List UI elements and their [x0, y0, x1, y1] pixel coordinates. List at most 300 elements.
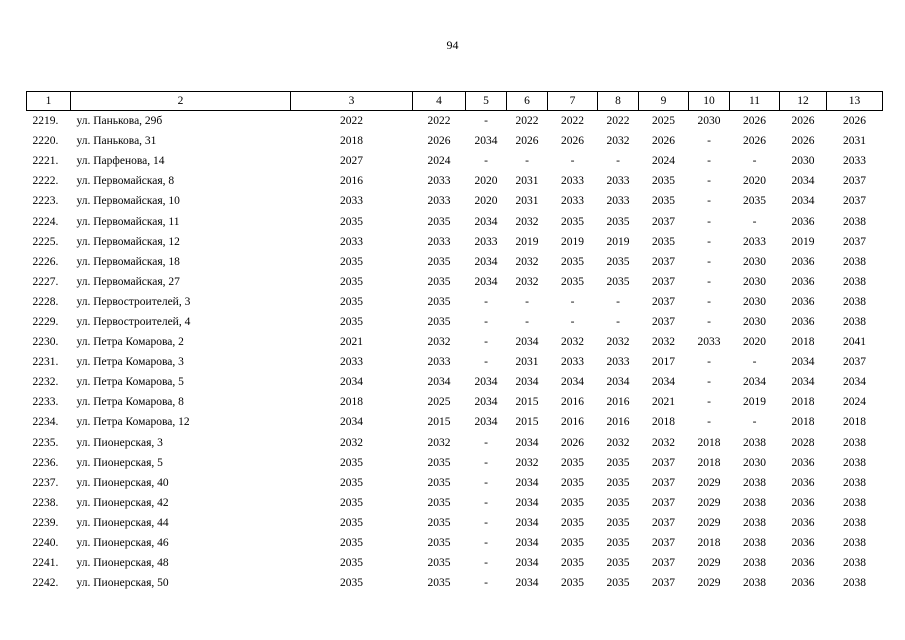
cell-col-5: 2034 — [474, 255, 498, 268]
cell-col-3: 2035 — [340, 255, 363, 268]
cell-col-13: 2038 — [843, 476, 866, 489]
cell-row-number: 2229. — [32, 315, 59, 328]
cell-col-9: 2037 — [652, 456, 675, 469]
cell-col-6: 2031 — [515, 195, 539, 208]
cell-col-7: 2032 — [561, 336, 584, 349]
cell-col-8: 2033 — [606, 356, 630, 369]
column-header-4: 4 — [413, 92, 466, 111]
cell-col-10: 2029 — [697, 496, 721, 509]
cell-col-12: 2036 — [791, 496, 815, 509]
cell-col-4: 2033 — [427, 356, 451, 369]
cell-col-9: 2037 — [652, 275, 675, 288]
cell-col-4: 2035 — [427, 215, 451, 228]
cell-col-12: 2036 — [791, 557, 815, 570]
cell-col-7: 2033 — [561, 356, 584, 369]
cell-col-5: 2034 — [474, 376, 498, 389]
cell-address: ул. Петра Комарова, 3 — [76, 356, 184, 369]
column-header-5: 5 — [466, 92, 507, 111]
cell-col-3: 2034 — [340, 416, 363, 429]
cell-col-10: - — [707, 215, 711, 228]
cell-col-6: 2031 — [515, 175, 539, 188]
cell-col-4: 2035 — [427, 476, 451, 489]
cell-col-13: 2041 — [843, 336, 866, 349]
cell-row-number: 2227. — [32, 275, 59, 288]
column-header-8: 8 — [598, 92, 639, 111]
cell-col-13: 2038 — [843, 496, 866, 509]
cell-col-8: 2035 — [606, 255, 630, 268]
cell-col-12: 2028 — [791, 436, 815, 449]
cell-col-9: 2037 — [652, 537, 675, 550]
cell-address: ул. Панькова, 31 — [76, 135, 157, 148]
cell-col-5: 2033 — [474, 235, 498, 248]
cell-col-9: 2037 — [652, 577, 675, 590]
cell-col-6: 2034 — [515, 476, 539, 489]
column-header-10: 10 — [689, 92, 730, 111]
cell-col-12: 2018 — [791, 336, 815, 349]
cell-row-number: 2240. — [32, 537, 59, 550]
cell-col-8: 2034 — [606, 376, 630, 389]
cell-address: ул. Петра Комарова, 8 — [76, 396, 184, 409]
page-number: 94 — [446, 38, 459, 52]
cell-col-8: 2032 — [606, 336, 630, 349]
cell-col-11: 2038 — [743, 557, 766, 570]
cell-col-12: 2036 — [791, 315, 815, 328]
cell-col-8: 2019 — [606, 235, 630, 248]
cell-col-4: 2022 — [427, 115, 451, 128]
cell-col-13: 2038 — [843, 275, 866, 288]
cell-col-8: - — [616, 295, 620, 308]
cell-address: ул. Первомайская, 12 — [76, 235, 180, 248]
table-row — [27, 352, 883, 372]
cell-col-5: 2034 — [474, 215, 498, 228]
cell-col-5: - — [484, 356, 488, 369]
cell-col-10: - — [707, 396, 711, 409]
cell-row-number: 2226. — [32, 255, 59, 268]
cell-col-11: 2034 — [743, 376, 766, 389]
cell-row-number: 2223. — [32, 195, 59, 208]
cell-col-12: 2034 — [791, 356, 815, 369]
table-row — [27, 171, 883, 191]
cell-col-5: 2034 — [474, 275, 498, 288]
cell-col-6: 2034 — [515, 537, 539, 550]
cell-col-12: 2026 — [791, 115, 815, 128]
cell-col-3: 2035 — [340, 577, 363, 590]
cell-col-7: 2022 — [561, 115, 584, 128]
cell-row-number: 2221. — [32, 155, 59, 168]
cell-col-3: 2035 — [340, 537, 363, 550]
cell-col-5: - — [484, 315, 488, 328]
cell-col-9: 2026 — [652, 135, 675, 148]
cell-col-3: 2033 — [340, 235, 363, 248]
cell-col-11: 2020 — [743, 336, 766, 349]
table-row — [27, 252, 883, 272]
cell-col-7: 2035 — [561, 496, 584, 509]
cell-col-13: 2038 — [843, 436, 866, 449]
cell-col-3: 2035 — [340, 496, 363, 509]
cell-col-12: 2034 — [791, 175, 815, 188]
cell-address: ул. Петра Комарова, 12 — [76, 416, 190, 429]
cell-col-5: - — [484, 336, 488, 349]
cell-col-13: 2037 — [843, 356, 866, 369]
cell-col-11: 2038 — [743, 476, 766, 489]
column-header-9: 9 — [639, 92, 689, 111]
data-table — [26, 91, 883, 593]
cell-col-7: 2035 — [561, 275, 584, 288]
cell-col-4: 2035 — [427, 557, 451, 570]
table-row — [27, 232, 883, 252]
cell-col-5: - — [484, 456, 488, 469]
cell-col-12: 2026 — [791, 135, 815, 148]
column-header-13: 13 — [827, 92, 883, 111]
cell-col-10: 2033 — [697, 336, 721, 349]
cell-col-5: - — [484, 115, 488, 128]
cell-col-9: 2035 — [652, 235, 675, 248]
cell-address: ул. Первостроителей, 4 — [76, 315, 191, 328]
cell-col-6: 2034 — [515, 496, 539, 509]
cell-col-9: 2032 — [652, 436, 675, 449]
cell-row-number: 2224. — [32, 215, 59, 228]
cell-col-13: 2037 — [843, 175, 866, 188]
cell-col-5: - — [484, 436, 488, 449]
cell-col-8: - — [616, 315, 620, 328]
cell-col-11: 2030 — [743, 295, 766, 308]
cell-address: ул. Первостроителей, 3 — [76, 295, 191, 308]
cell-col-8: 2016 — [606, 416, 630, 429]
cell-row-number: 2230. — [32, 336, 59, 349]
cell-col-6: 2032 — [515, 215, 539, 228]
cell-address: ул. Пионерская, 46 — [76, 537, 169, 550]
cell-col-7: 2026 — [561, 436, 584, 449]
cell-col-4: 2032 — [427, 436, 451, 449]
cell-row-number: 2236. — [32, 456, 59, 469]
cell-col-5: 2034 — [474, 416, 498, 429]
cell-col-10: 2029 — [697, 557, 721, 570]
cell-col-4: 2035 — [427, 537, 451, 550]
cell-col-6: 2015 — [515, 416, 539, 429]
cell-col-10: - — [707, 235, 711, 248]
cell-col-3: 2022 — [340, 115, 363, 128]
cell-col-13: 2024 — [843, 396, 866, 409]
cell-col-8: - — [616, 155, 620, 168]
table-row — [27, 433, 883, 453]
cell-col-9: 2037 — [652, 476, 675, 489]
cell-col-10: - — [707, 275, 711, 288]
cell-col-6: 2032 — [515, 275, 539, 288]
cell-col-5: - — [484, 516, 488, 529]
cell-col-6: 2034 — [515, 516, 539, 529]
cell-col-3: 2027 — [340, 155, 363, 168]
cell-col-12: 2030 — [791, 155, 815, 168]
cell-col-7: 2035 — [561, 537, 584, 550]
cell-col-4: 2035 — [427, 295, 451, 308]
cell-col-9: 2037 — [652, 315, 675, 328]
cell-col-6: 2019 — [515, 235, 539, 248]
cell-col-5: - — [484, 155, 488, 168]
cell-col-13: 2038 — [843, 537, 866, 550]
cell-col-11: 2030 — [743, 275, 766, 288]
cell-col-12: 2036 — [791, 537, 815, 550]
cell-col-9: 2037 — [652, 215, 675, 228]
cell-col-13: 2031 — [843, 135, 866, 148]
cell-col-4: 2025 — [427, 396, 451, 409]
column-header-1: 1 — [27, 92, 71, 111]
cell-address: ул. Пионерская, 3 — [76, 436, 163, 449]
cell-address: ул. Пионерская, 44 — [76, 516, 169, 529]
cell-row-number: 2225. — [32, 235, 59, 248]
cell-col-11: 2038 — [743, 537, 766, 550]
cell-address: ул. Петра Комарова, 2 — [76, 336, 184, 349]
cell-col-11: 2038 — [743, 436, 766, 449]
cell-col-12: 2019 — [791, 235, 815, 248]
cell-row-number: 2222. — [32, 175, 59, 188]
cell-col-8: 2032 — [606, 436, 630, 449]
cell-col-13: 2038 — [843, 255, 866, 268]
cell-col-6: 2034 — [515, 376, 539, 389]
cell-col-8: 2035 — [606, 476, 630, 489]
table-row — [27, 372, 883, 392]
cell-col-4: 2035 — [427, 315, 451, 328]
cell-col-4: 2035 — [427, 516, 451, 529]
cell-col-7: - — [570, 295, 575, 308]
cell-address: ул. Первомайская, 10 — [76, 195, 180, 208]
cell-col-8: 2035 — [606, 215, 630, 228]
cell-col-13: 2037 — [843, 195, 866, 208]
table-row — [27, 553, 883, 573]
cell-row-number: 2235. — [32, 436, 59, 449]
cell-col-10: 2030 — [697, 115, 721, 128]
column-header-7: 7 — [548, 92, 598, 111]
table-row — [27, 573, 883, 593]
cell-col-6: 2015 — [515, 396, 539, 409]
cell-col-12: 2034 — [791, 195, 815, 208]
cell-col-13: 2038 — [843, 315, 866, 328]
cell-address: ул. Пионерская, 40 — [76, 476, 169, 489]
cell-row-number: 2231. — [32, 356, 59, 369]
cell-col-10: - — [707, 315, 711, 328]
cell-col-10: - — [707, 356, 711, 369]
cell-col-13: 2034 — [843, 376, 866, 389]
cell-address: ул. Парфенова, 14 — [76, 155, 165, 168]
cell-col-10: - — [707, 195, 711, 208]
cell-col-3: 2035 — [340, 275, 363, 288]
cell-col-4: 2035 — [427, 456, 451, 469]
cell-col-5: - — [484, 295, 488, 308]
cell-col-6: - — [525, 155, 529, 168]
cell-col-9: 2037 — [652, 255, 675, 268]
cell-col-11: 2038 — [743, 496, 766, 509]
cell-col-12: 2018 — [791, 416, 815, 429]
table-row — [27, 412, 883, 432]
cell-col-6: 2032 — [515, 255, 539, 268]
cell-col-8: 2033 — [606, 175, 630, 188]
cell-col-13: 2038 — [843, 577, 866, 590]
cell-col-7: 2035 — [561, 215, 584, 228]
cell-col-9: 2025 — [652, 115, 675, 128]
cell-col-3: 2021 — [340, 336, 363, 349]
cell-col-3: 2035 — [340, 215, 363, 228]
cell-col-5: 2020 — [474, 175, 498, 188]
table-body — [27, 111, 883, 594]
cell-col-12: 2036 — [791, 275, 815, 288]
cell-col-13: 2038 — [843, 557, 866, 570]
cell-col-3: 2034 — [340, 376, 363, 389]
cell-col-4: 2024 — [427, 155, 451, 168]
cell-col-12: 2036 — [791, 516, 815, 529]
cell-col-7: 2016 — [561, 416, 584, 429]
cell-address: ул. Петра Комарова, 5 — [76, 376, 184, 389]
cell-row-number: 2220. — [32, 135, 59, 148]
cell-col-3: 2033 — [340, 356, 363, 369]
cell-col-4: 2034 — [427, 376, 451, 389]
cell-row-number: 2228. — [32, 295, 59, 308]
cell-col-11: 2019 — [743, 396, 766, 409]
cell-address: ул. Пионерская, 5 — [76, 456, 163, 469]
cell-col-13: 2037 — [843, 235, 866, 248]
cell-col-7: 2033 — [561, 175, 584, 188]
cell-col-5: 2034 — [474, 135, 498, 148]
table-row — [27, 453, 883, 473]
cell-col-10: - — [707, 155, 711, 168]
cell-col-8: 2035 — [606, 275, 630, 288]
table-row — [27, 332, 883, 352]
table-row — [27, 191, 883, 211]
table-row — [27, 513, 883, 533]
cell-col-3: 2032 — [340, 436, 363, 449]
cell-col-6: 2022 — [515, 115, 539, 128]
cell-col-3: 2035 — [340, 295, 363, 308]
cell-col-3: 2035 — [340, 516, 363, 529]
cell-col-13: 2026 — [843, 115, 866, 128]
column-header-6: 6 — [507, 92, 548, 111]
table-header — [27, 92, 883, 111]
cell-col-7: 2035 — [561, 516, 584, 529]
cell-col-8: 2035 — [606, 456, 630, 469]
cell-col-4: 2015 — [427, 416, 451, 429]
cell-row-number: 2219. — [32, 115, 59, 128]
cell-col-5: 2034 — [474, 396, 498, 409]
cell-col-9: 2017 — [652, 356, 675, 369]
cell-col-5: 2020 — [474, 195, 498, 208]
cell-row-number: 2237. — [32, 476, 59, 489]
column-header-12: 12 — [780, 92, 827, 111]
cell-col-3: 2033 — [340, 195, 363, 208]
cell-col-4: 2033 — [427, 195, 451, 208]
cell-col-10: - — [707, 135, 711, 148]
cell-col-9: 2035 — [652, 195, 675, 208]
cell-col-5: - — [484, 496, 488, 509]
cell-col-12: 2036 — [791, 255, 815, 268]
header-row — [27, 92, 883, 111]
column-header-3: 3 — [291, 92, 413, 111]
cell-col-8: 2016 — [606, 396, 630, 409]
cell-col-10: 2018 — [697, 436, 721, 449]
cell-col-10: - — [707, 255, 711, 268]
cell-col-3: 2016 — [340, 175, 363, 188]
cell-col-7: 2035 — [561, 456, 584, 469]
cell-col-7: 2035 — [561, 255, 584, 268]
cell-col-10: - — [707, 295, 711, 308]
cell-col-9: 2034 — [652, 376, 675, 389]
cell-col-7: - — [570, 155, 575, 168]
cell-col-7: 2035 — [561, 476, 584, 489]
cell-col-3: 2035 — [340, 315, 363, 328]
cell-col-11: 2038 — [743, 577, 766, 590]
cell-col-10: - — [707, 416, 711, 429]
cell-col-9: 2035 — [652, 175, 675, 188]
cell-address: ул. Первомайская, 27 — [76, 275, 180, 288]
cell-address: ул. Первомайская, 8 — [76, 175, 175, 188]
cell-address: ул. Панькова, 29б — [76, 115, 163, 128]
cell-col-6: 2034 — [515, 577, 539, 590]
cell-col-5: - — [484, 577, 488, 590]
cell-col-9: 2037 — [652, 516, 675, 529]
cell-col-7: 2034 — [561, 376, 584, 389]
cell-col-9: 2021 — [652, 396, 675, 409]
cell-address: ул. Пионерская, 42 — [76, 496, 169, 509]
column-header-2: 2 — [71, 92, 291, 111]
cell-col-4: 2032 — [427, 336, 451, 349]
cell-col-11: 2038 — [743, 516, 766, 529]
cell-col-11: 2033 — [743, 235, 766, 248]
cell-col-12: 2036 — [791, 456, 815, 469]
cell-col-13: 2038 — [843, 295, 866, 308]
cell-col-8: 2035 — [606, 577, 630, 590]
table-row — [27, 493, 883, 513]
cell-col-12: 2036 — [791, 476, 815, 489]
cell-col-6: 2034 — [515, 436, 539, 449]
cell-col-9: 2018 — [652, 416, 675, 429]
cell-row-number: 2241. — [32, 557, 59, 570]
table-row — [27, 211, 883, 231]
cell-col-11: - — [752, 416, 757, 429]
table-row — [27, 533, 883, 553]
cell-col-11: 2026 — [743, 135, 766, 148]
cell-col-11: 2026 — [743, 115, 766, 128]
cell-col-6: 2031 — [515, 356, 539, 369]
cell-col-7: 2035 — [561, 577, 584, 590]
cell-col-13: 2038 — [843, 456, 866, 469]
cell-col-9: 2032 — [652, 336, 675, 349]
cell-col-10: 2018 — [697, 456, 721, 469]
cell-col-6: 2034 — [515, 557, 539, 570]
cell-col-7: 2016 — [561, 396, 584, 409]
cell-col-4: 2035 — [427, 577, 451, 590]
cell-col-11: - — [752, 215, 757, 228]
cell-col-11: 2020 — [743, 175, 766, 188]
table-row — [27, 392, 883, 412]
cell-row-number: 2242. — [32, 577, 59, 590]
cell-col-8: 2032 — [606, 135, 630, 148]
cell-col-11: 2030 — [743, 255, 766, 268]
cell-col-7: - — [570, 315, 575, 328]
cell-col-8: 2035 — [606, 537, 630, 550]
cell-col-6: 2032 — [515, 456, 539, 469]
cell-col-3: 2018 — [340, 396, 363, 409]
cell-row-number: 2239. — [32, 516, 59, 529]
cell-col-13: 2033 — [843, 155, 866, 168]
cell-col-10: - — [707, 175, 711, 188]
cell-col-9: 2037 — [652, 557, 675, 570]
cell-col-7: 2019 — [561, 235, 584, 248]
cell-row-number: 2232. — [32, 376, 59, 389]
cell-col-12: 2036 — [791, 577, 815, 590]
cell-col-4: 2035 — [427, 275, 451, 288]
cell-col-7: 2033 — [561, 195, 584, 208]
cell-col-12: 2018 — [791, 396, 815, 409]
cell-row-number: 2234. — [32, 416, 59, 429]
cell-col-11: 2035 — [743, 195, 766, 208]
table-row — [27, 272, 883, 292]
